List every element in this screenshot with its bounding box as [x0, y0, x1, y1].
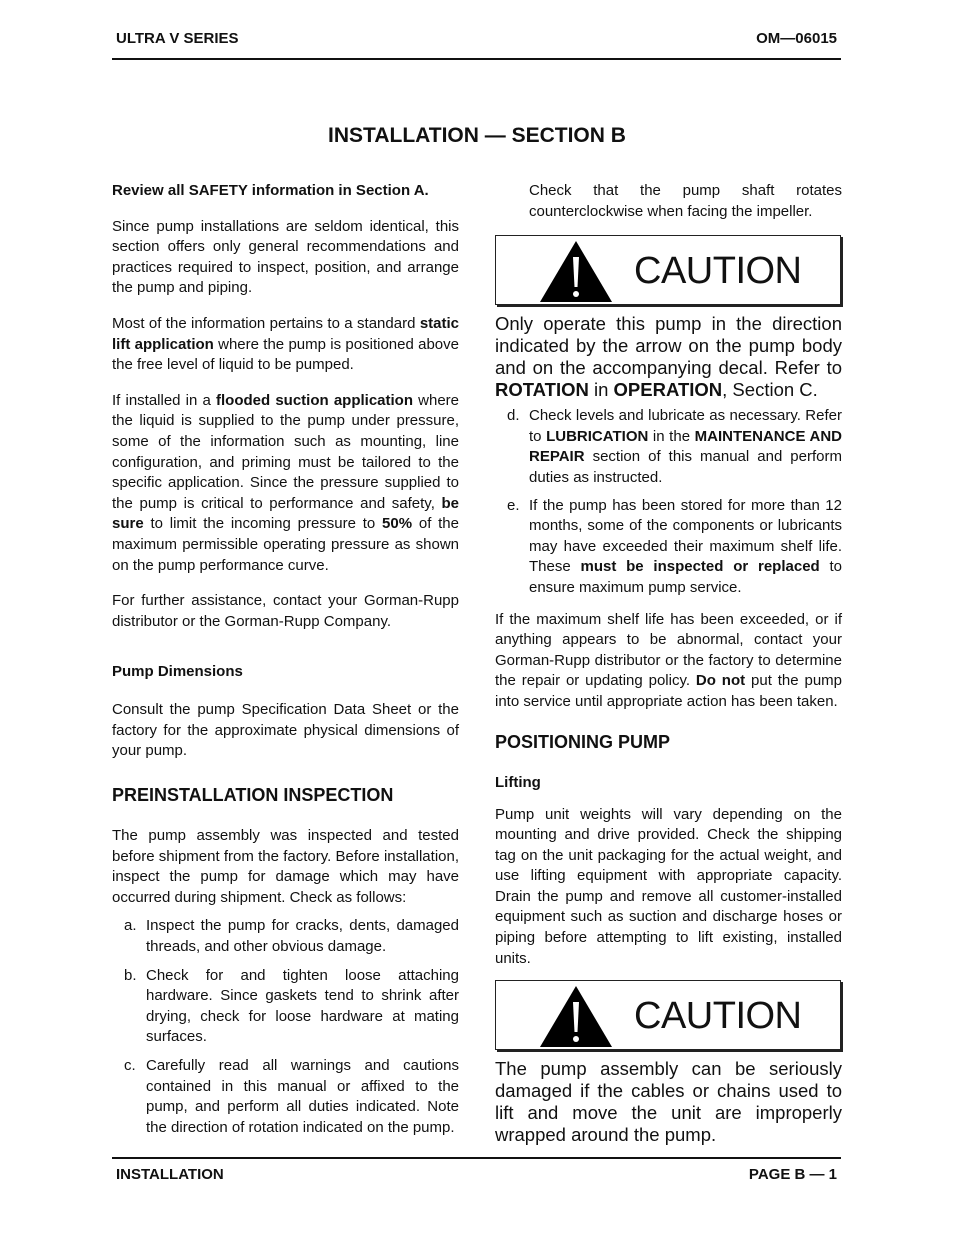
caution-lifting-text: The pump assembly can be seriously damaged if the cables or chains used to lift and move the unit are improperly wrapped around the pump. — [495, 1058, 842, 1146]
intro-paragraph: Since pump installations are seldom identical, this section offers only general recommendations and practices required to inspect, position, and arrange the pump and piping. — [112, 217, 459, 297]
caution-banner — [495, 980, 841, 1050]
right-column — [495, 181, 842, 1161]
header-doc-number: OM—06015 — [756, 30, 837, 47]
pump-dimensions-heading: Pump Dimensions — [112, 663, 243, 681]
warning-triangle-icon — [538, 984, 614, 1048]
flooded-suction-paragraph: If installed in a flooded suction application where the liquid is supplied to the pump under pressure, some of the information such as mounting, line configuration, and priming must be tailored to the specific application. Since the pressure supplied to the pump is critical to performance and safety, be sure to limit the incoming pressure to 50% of the maximum permissible operating pressure as shown on the pump performance curve. — [112, 391, 460, 574]
header-series: ULTRA V SERIES — [116, 30, 239, 47]
lifting-text: Pump unit weights will vary depending on the mounting and drive provided. Check the shipping tag on the unit packaging for the actual weight, and use lifting equipment with appropriate capacity. Drain the pump and remove all customer-installed equipment such as suction and discharge hoses or piping before attempting to lift existing, installed units. — [495, 805, 842, 967]
shelf-life-paragraph: If the maximum shelf life has been exceeded, or if anything appears to be abnormal, contact your Gorman-Rupp distributor or the factory to determine the repair or updating policy. Do not put the pump into service until appropriate action has been taken. — [495, 610, 842, 710]
caution-label: CAUTION — [634, 995, 802, 1038]
caution-banner — [495, 235, 841, 305]
preinstallation-heading: PREINSTALLATION INSPECTION — [112, 785, 394, 806]
list-item: a. Inspect the pump for cracks, dents, damaged threads, and other obvious damage. — [124, 917, 459, 956]
assistance-paragraph: For further assistance, contact your Gorman-Rupp distributor or the Gorman-Rupp Company. — [112, 592, 459, 630]
safety-review-note: Review all SAFETY information in Section A. — [112, 182, 429, 199]
caution-rotation-text: Only operate this pump in the direction indicated by the arrow on the pump body and on the accompanying decal. Refer to ROTATION in OPERATION, Section C. — [495, 313, 842, 401]
lifting-heading: Lifting — [495, 773, 541, 791]
page-title: INSTALLATION — SECTION B — [328, 124, 626, 147]
positioning-heading: POSITIONING PUMP — [495, 731, 671, 752]
list-item: b. Check for and tighten loose attaching hardware. Since gaskets tend to shrink after drying, check for loose hardware at mating surfaces. — [124, 966, 459, 1046]
list-item: c. Carefully read all warnings and cautions contained in this manual or affixed to the pump, and perform all duties indicated. Note the direction of rotation indicated on the pump. — [124, 1057, 459, 1136]
warning-triangle-icon — [538, 239, 614, 303]
left-column — [112, 181, 459, 1146]
caution-label: CAUTION — [634, 250, 802, 293]
static-lift-paragraph: Most of the information pertains to a standard static lift application where the pump is positioned above the free level of liquid to be pumped. — [112, 314, 459, 374]
list-item: e. If the pump has been stored for more than 12 months, some of the components or lubricants may have exceeded their maximum shelf life. These must be inspected or replaced to ensure maximum pump service. — [507, 496, 843, 596]
footer-rule — [112, 1157, 841, 1159]
footer-section: INSTALLATION — [116, 1166, 224, 1183]
header-rule — [112, 58, 841, 60]
preinstallation-text: The pump assembly was inspected and tested before shipment from the factory. Before installation, inspect the pump for damage which may have occurred during shipment. Check as follows: — [112, 827, 459, 906]
list-item: d. Check levels and lubricate as necessary. Refer to LUBRICATION in the MAINTENANCE AND REPAIR section of this manual and perform duties as instructed. — [507, 407, 842, 486]
footer-page-number: PAGE B — 1 — [748, 1166, 837, 1183]
shaft-rotation-text: Check that the pump shaft rotates counterclockwise when facing the impeller. — [529, 182, 842, 220]
pump-dimensions-text: Consult the pump Specification Data Sheet or the factory for the approximate physical dimensions of your pump. — [112, 701, 459, 760]
